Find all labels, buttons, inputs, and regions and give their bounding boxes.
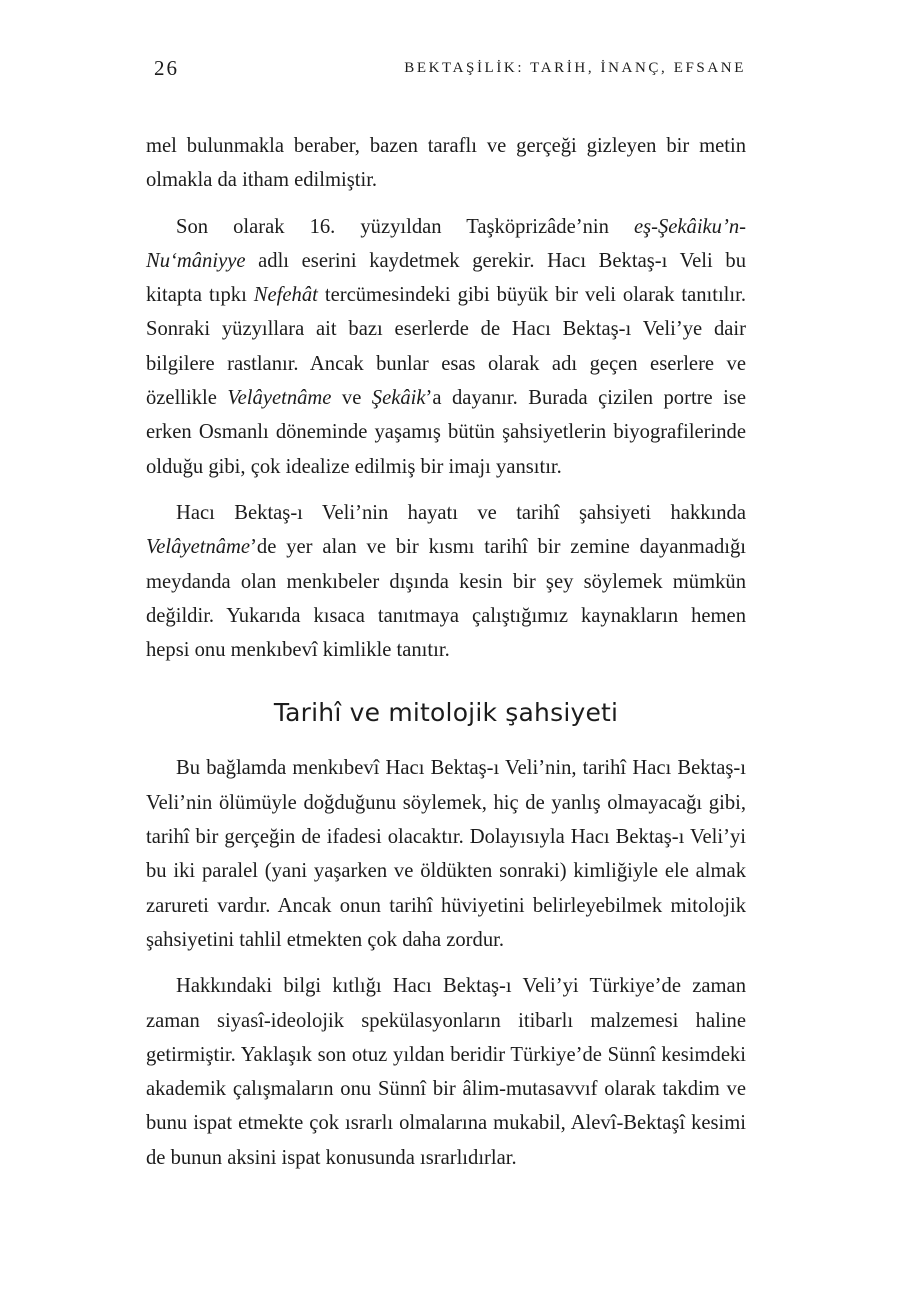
italic-title-velayetname: Velâyetnâme (227, 387, 332, 410)
paragraph-continuation: mel bulunmakla beraber, bazen taraflı ve gerçeği gizleyen bir metin olmakla da itham edilmiştir. (146, 135, 746, 192)
italic-title-sekaik-short: Şekâik (371, 387, 426, 410)
italic-title-nefehat: Nefehât (253, 284, 318, 307)
text-run: Son olarak 16. yüzyıldan Taşköprizâde’nin (176, 215, 634, 238)
text-run: ’a dayanır. Burada çizilen portre ise erken Osmanlı döneminde yaşamış bütün şahsiyetlerin biyografilerinde olduğu gibi, çok idealize edilmiş bir imajı yansıtır. (146, 387, 746, 478)
body-text (146, 129, 746, 1175)
italic-title-sekaik: eş-Şekâiku’n-Nu‘mâniyye (146, 215, 746, 272)
page-number: 26 (154, 56, 179, 80)
text-run: adlı eserini kaydetmek gerekir. Hacı Bektaş-ı Veli bu kitapta tıpkı (146, 249, 746, 307)
paragraph-context: Bu bağlamda menkıbevî Hacı Bektaş-ı Veli’nin, tarihî Hacı Bektaş-ı Veli’nin ölümüyle doğduğunu söylemek, hiç de yanlış olmayacağı gibi, tarihî bir gerçeğin de ifadesi olacaktır. Dolayısıyla Hacı Bektaş-ı Veli’yi bu iki paralel (yani yaşarken ve öldükten sonraki) kimliğiyle ele almak zarureti vardır. Ancak onun tarihî hüviyetini belirleyebilmek mitolojik şahsiyetini tahlil etmekten çok daha zordur. (146, 757, 746, 951)
text-run: ’de yer alan ve bir kısmı tarihî bir zemine dayanmadığı meydanda olan menkıbeler dışında kesin bir şey söylemek mümkün değildir. Yukarıda kısaca tanıtmaya çalıştığımız kaynakların hemen hepsi onu menkıbevî kimlikle tanıtır. (146, 536, 746, 662)
section-heading: Tarihî ve mitolojik şahsiyeti (273, 698, 619, 728)
text-run: tercümesindeki gibi büyük bir veli olarak tanıtılır. Sonraki yüzyıllara ait bazı eserlerde de Hacı Bektaş-ı Veli’ye dair bilgilere rastlanır. Ancak bunlar esas olarak adı geçen eserlere ve özellikle (146, 284, 746, 410)
text-run: ve (331, 387, 372, 410)
paragraph-historical-figure (146, 496, 746, 667)
italic-title-velayetname: Velâyetnâme (146, 536, 251, 559)
text-run: Hacı Bektaş-ı Veli’nin hayatı ve tarihî şahsiyeti hakkında (176, 501, 746, 524)
book-title: BEKTAŞİLİK: TARİH, İNANÇ, EFSANE (404, 60, 746, 76)
paragraph-scarcity: Hakkındaki bilgi kıtlığı Hacı Bektaş-ı Veli’yi Türkiye’de zaman zaman siyasî-ideolojik spekülasyonların itibarlı malzemesi haline getirmiştir. Yaklaşık son otuz yıldan beridir Türkiye’de Sünnî kesimdeki akademik çalışmaların onu Sünnî bir âlim-mutasavvıf olarak takdim ve bunu ispat etmekte çok ısrarlı olmalarına mukabil, Alevî-Bektaşî kesimi de bunun aksini ispat konusunda ısrarlıdırlar. (146, 975, 746, 1169)
paragraph-sources (146, 210, 746, 484)
running-header (146, 56, 746, 86)
